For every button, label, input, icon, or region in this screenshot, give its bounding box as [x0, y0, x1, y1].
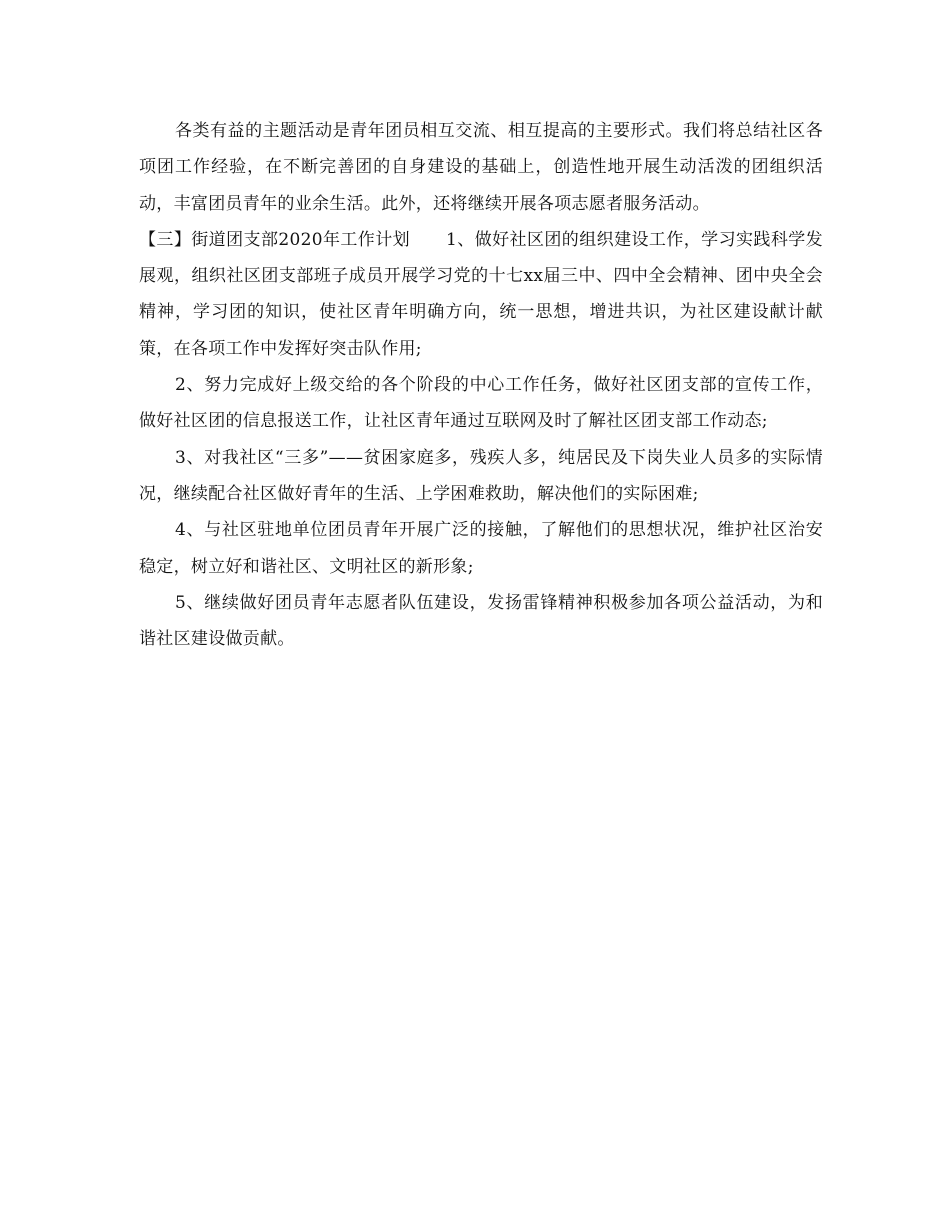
paragraph-item-3: 3、对我社区“三多”——贫困家庭多，残疾人多，纯居民及下岗失业人员多的实际情况，继续配合社区做好青年的生活、上学困难救助，解决他们的实际困难; — [139, 447, 823, 504]
paragraph-intro: 各类有益的主题活动是青年团员相互交流、相互提高的主要形式。我们将总结社区各项团工作经验，在不断完善团的自身建设的基础上，创造性地开展生动活泼的团组织活动，丰富团员青年的业余生活。此外，还将继续开展各项志愿者服务活动。 — [139, 121, 823, 214]
paragraph-section-3 — [139, 222, 823, 367]
section-3-item-1: 1、做好社区团的组织建设工作，学习实践科学发展观，组织社区团支部班子成员开展学习党的十七xx届三中、四中全会精神、团中央全会精神，学习团的知识，使社区青年明确方向，统一思想，增进共识，为社区建设献计献策，在各项工作中发挥好突击队作用; — [139, 229, 823, 359]
section-heading: 【三】街道团支部2020年工作计划 — [139, 229, 411, 250]
paragraph-item-4: 4、与社区驻地单位团员青年开展广泛的接触，了解他们的思想状况，维护社区治安稳定，树立好和谐社区、文明社区的新形象; — [139, 520, 823, 577]
paragraph-item-2: 2、努力完成好上级交给的各个阶段的中心工作任务，做好社区团支部的宣传工作，做好社区团的信息报送工作，让社区青年通过互联网及时了解社区团支部工作动态; — [139, 375, 823, 432]
paragraph-item-5: 5、继续做好团员青年志愿者队伍建设，发扬雷锋精神积极参加各项公益活动，为和谐社区建设做贡献。 — [139, 592, 823, 650]
document-body — [139, 113, 823, 657]
